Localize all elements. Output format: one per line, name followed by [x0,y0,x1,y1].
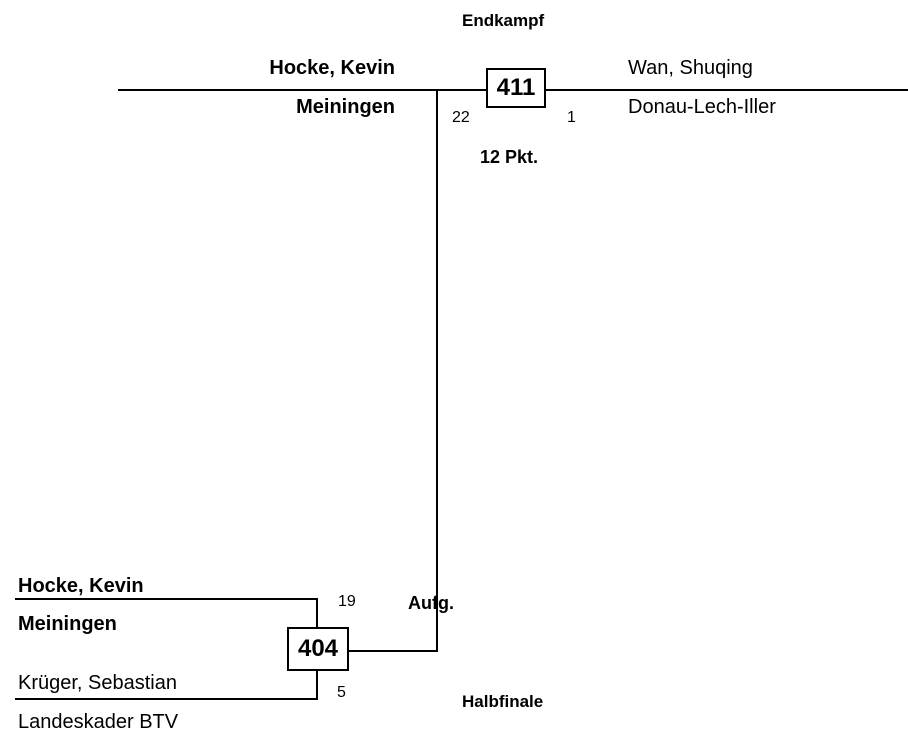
semifinal-top-line [15,598,318,600]
semifinal-top-score: 19 [338,593,356,610]
final-opponent-score: 1 [567,109,576,126]
semifinal-bottom-line [15,698,318,700]
semifinal-result-note: Aufg. [408,593,454,613]
final-connector-vertical [436,89,438,652]
final-winner-club: Meiningen [296,96,395,118]
semifinal-output-line [348,650,438,652]
semifinal-bottom-name: Krüger, Sebastian [18,672,177,694]
final-opponent-club: Donau-Lech-Iller [628,96,776,118]
final-winner-name: Hocke, Kevin [269,57,395,79]
final-match-number: 411 [486,68,546,108]
semifinal-bottom-club: Landeskader BTV [18,711,179,733]
final-result-note: 12 Pkt. [480,147,539,167]
semifinal-round-label: Halbfinale [462,692,544,711]
semifinal-bottom-score: 5 [337,684,346,701]
final-opponent-name: Wan, Shuqing [628,57,753,79]
semifinal-match-number: 404 [287,627,349,671]
final-winner-score: 22 [452,109,470,126]
final-round-label: Endkampf [462,11,545,30]
semifinal-top-name: Hocke, Kevin [18,575,144,597]
semifinal-top-club: Meiningen [18,613,117,635]
